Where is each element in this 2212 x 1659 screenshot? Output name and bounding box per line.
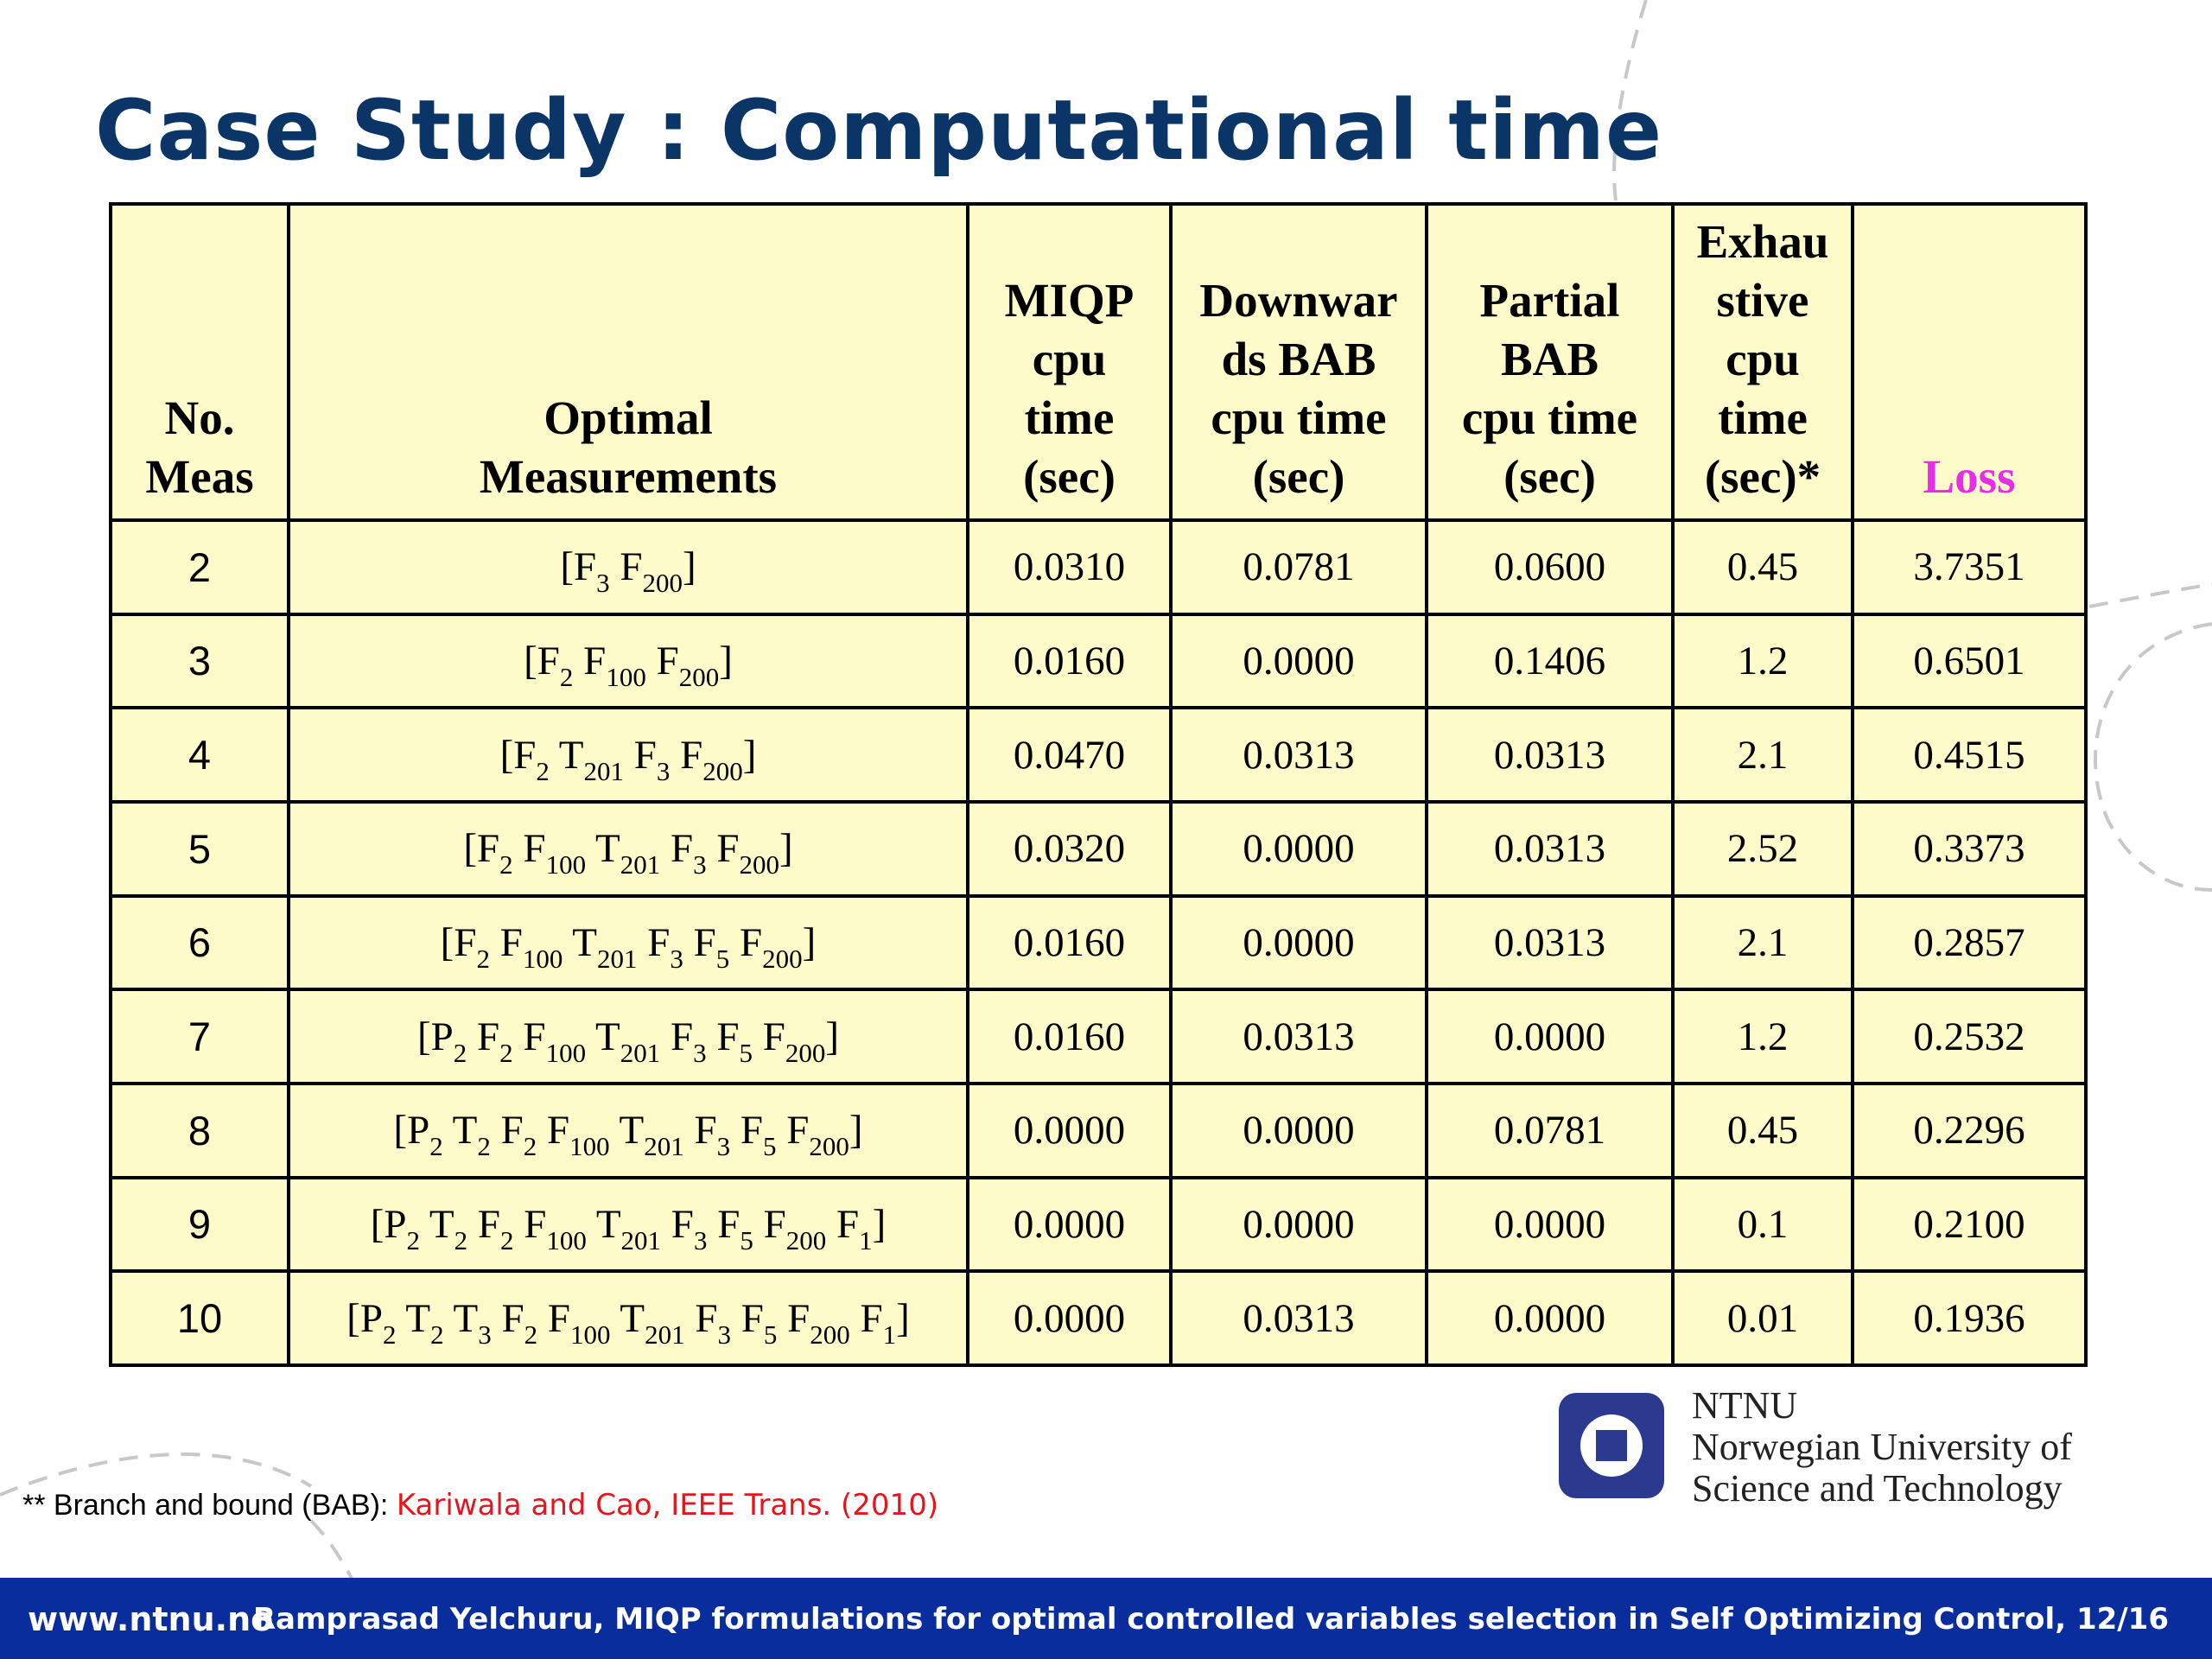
cell-miqp: 0.0310 — [968, 520, 1171, 614]
cell-downwards: 0.0000 — [1171, 802, 1427, 896]
table-row — [111, 1084, 2086, 1178]
header-line: time — [1718, 391, 1808, 444]
cell-loss: 0.4515 — [1853, 708, 2086, 802]
table-row — [111, 1271, 2086, 1365]
footnote-reference: Kariwala and Cao, IEEE Trans. (2010) — [396, 1488, 939, 1522]
header-line: Meas — [145, 450, 254, 503]
cell-partial: 0.0313 — [1427, 708, 1673, 802]
cell-miqp: 0.0160 — [968, 614, 1171, 709]
cell-no-meas: 4 — [111, 708, 289, 802]
header-line: ds BAB — [1221, 333, 1376, 385]
header-exhaustive-cpu-time — [1673, 204, 1853, 520]
header-line: time — [1024, 391, 1115, 444]
cell-loss: 0.2100 — [1853, 1178, 2086, 1272]
header-line: cpu — [1726, 333, 1800, 385]
cell-optimal-measurements: [$F_3$ $F_{200}$] — [289, 520, 968, 614]
footer-url-link[interactable]: www.ntnu.no — [28, 1600, 274, 1638]
header-line: cpu time — [1211, 391, 1387, 444]
header-line: Measurements — [479, 450, 778, 503]
table-row — [111, 989, 2086, 1084]
cell-no-meas: 3 — [111, 614, 289, 709]
header-line: (sec)* — [1704, 450, 1821, 503]
header-optimal-measurements — [289, 204, 968, 520]
header-line: Partial — [1479, 274, 1620, 327]
cell-exhaustive: 2.52 — [1673, 802, 1853, 896]
cell-miqp: 0.0160 — [968, 896, 1171, 990]
header-downwards-bab-cpu-time — [1171, 204, 1427, 520]
header-loss — [1853, 204, 2086, 520]
cell-miqp: 0.0000 — [968, 1178, 1171, 1272]
footer-citation: Ramprasad Yelchuru, MIQP formulations for optimal controlled variables selection in Self Optimizing Control, 12/16 — [252, 1602, 2169, 1637]
cell-loss: 0.2296 — [1853, 1084, 2086, 1178]
cell-no-meas: 6 — [111, 896, 289, 990]
cell-optimal-measurements: [$P_2$ $F_2$ $F_{100}$ $T_{201}$ $F_3$ $F_5$ $F_{200}$] — [289, 989, 968, 1084]
logo-line-3: Science and Technology — [1692, 1467, 2063, 1510]
cell-loss: 0.1936 — [1853, 1271, 2086, 1365]
cell-optimal-measurements: [$P_2$ $T_2$ $F_2$ $F_{100}$ $T_{201}$ $F_3$ $F_5$ $F_{200}$ $F_1$] — [289, 1178, 968, 1272]
cell-partial: 0.0781 — [1427, 1084, 1673, 1178]
cell-downwards: 0.0313 — [1171, 1271, 1427, 1365]
cell-downwards: 0.0000 — [1171, 1084, 1427, 1178]
cell-downwards: 0.0000 — [1171, 614, 1427, 709]
cell-optimal-measurements: [$P_2$ $T_2$ $F_2$ $F_{100}$ $T_{201}$ $F_3$ $F_5$ $F_{200}$] — [289, 1084, 968, 1178]
cell-downwards: 0.0313 — [1171, 708, 1427, 802]
table-row — [111, 896, 2086, 990]
header-line: cpu time — [1461, 391, 1638, 444]
logo-line-1: NTNU — [1692, 1384, 1798, 1427]
cell-no-meas: 7 — [111, 989, 289, 1084]
footnote-text: ** Branch and bound (BAB): — [22, 1489, 397, 1522]
table-row — [111, 520, 2086, 614]
cell-miqp: 0.0160 — [968, 989, 1171, 1084]
cell-downwards: 0.0781 — [1171, 520, 1427, 614]
cell-downwards: 0.0000 — [1171, 1178, 1427, 1272]
header-line: Exhau — [1696, 215, 1829, 268]
cell-exhaustive: 1.2 — [1673, 989, 1853, 1084]
cell-miqp: 0.0000 — [968, 1271, 1171, 1365]
cell-optimal-measurements: [$F_2$ $F_{100}$ $F_{200}$] — [289, 614, 968, 709]
header-line: Downwar — [1199, 274, 1398, 327]
page-title: Case Study : Computational time — [95, 82, 1663, 179]
table-row — [111, 614, 2086, 709]
cell-loss: 0.2532 — [1853, 989, 2086, 1084]
header-line: stive — [1716, 274, 1809, 327]
cell-loss: 0.3373 — [1853, 802, 2086, 896]
header-miqp-cpu-time — [968, 204, 1171, 520]
cell-exhaustive: 0.1 — [1673, 1178, 1853, 1272]
cell-no-meas: 8 — [111, 1084, 289, 1178]
table-row — [111, 802, 2086, 896]
cell-miqp: 0.0000 — [968, 1084, 1171, 1178]
ntnu-logo-text — [1692, 1385, 2072, 1510]
header-partial-bab-cpu-time — [1427, 204, 1673, 520]
cell-partial: 0.0313 — [1427, 896, 1673, 990]
cell-no-meas: 9 — [111, 1178, 289, 1272]
logo-line-2: Norwegian University of — [1692, 1426, 2072, 1468]
table-row — [111, 1178, 2086, 1272]
header-line: No. — [164, 391, 235, 444]
cell-optimal-measurements: [$F_2$ $T_{201}$ $F_3$ $F_{200}$] — [289, 708, 968, 802]
computational-time-table — [109, 202, 2088, 1367]
cell-downwards: 0.0313 — [1171, 989, 1427, 1084]
cell-partial: 0.0000 — [1427, 1178, 1673, 1272]
cell-no-meas: 5 — [111, 802, 289, 896]
header-line: cpu — [1032, 333, 1107, 385]
cell-miqp: 0.0470 — [968, 708, 1171, 802]
cell-partial: 0.1406 — [1427, 614, 1673, 709]
cell-exhaustive: 2.1 — [1673, 708, 1853, 802]
cell-exhaustive: 1.2 — [1673, 614, 1853, 709]
header-line: Optimal — [543, 391, 713, 444]
cell-exhaustive: 2.1 — [1673, 896, 1853, 990]
header-line: BAB — [1500, 333, 1599, 385]
header-row — [111, 204, 2086, 520]
header-line: (sec) — [1252, 450, 1345, 503]
header-line: Loss — [1923, 450, 2016, 503]
cell-partial: 0.0000 — [1427, 1271, 1673, 1365]
cell-partial: 0.0313 — [1427, 802, 1673, 896]
cell-no-meas: 10 — [111, 1271, 289, 1365]
cell-partial: 0.0600 — [1427, 520, 1673, 614]
table-row — [111, 708, 2086, 802]
footer-bar — [0, 1578, 2212, 1659]
cell-exhaustive: 0.01 — [1673, 1271, 1853, 1365]
footnote — [22, 1488, 938, 1522]
header-line: (sec) — [1503, 450, 1596, 503]
header-line: (sec) — [1023, 450, 1116, 503]
cell-exhaustive: 0.45 — [1673, 520, 1853, 614]
cell-optimal-measurements: [$F_2$ $F_{100}$ $T_{201}$ $F_3$ $F_{200}$] — [289, 802, 968, 896]
cell-optimal-measurements: [$F_2$ $F_{100}$ $T_{201}$ $F_3$ $F_5$ $F_{200}$] — [289, 896, 968, 990]
cell-miqp: 0.0320 — [968, 802, 1171, 896]
cell-exhaustive: 0.45 — [1673, 1084, 1853, 1178]
cell-downwards: 0.0000 — [1171, 896, 1427, 990]
ntnu-logo-icon — [1555, 1389, 1668, 1502]
cell-loss: 3.7351 — [1853, 520, 2086, 614]
cell-no-meas: 2 — [111, 520, 289, 614]
cell-loss: 0.2857 — [1853, 896, 2086, 990]
cell-partial: 0.0000 — [1427, 989, 1673, 1084]
cell-loss: 0.6501 — [1853, 614, 2086, 709]
cell-optimal-measurements: [$P_2$ $T_2$ $T_3$ $F_2$ $F_{100}$ $T_{201}$ $F_3$ $F_5$ $F_{200}$ $F_1$] — [289, 1271, 968, 1365]
header-line: MIQP — [1004, 274, 1135, 327]
header-no-meas — [111, 204, 289, 520]
